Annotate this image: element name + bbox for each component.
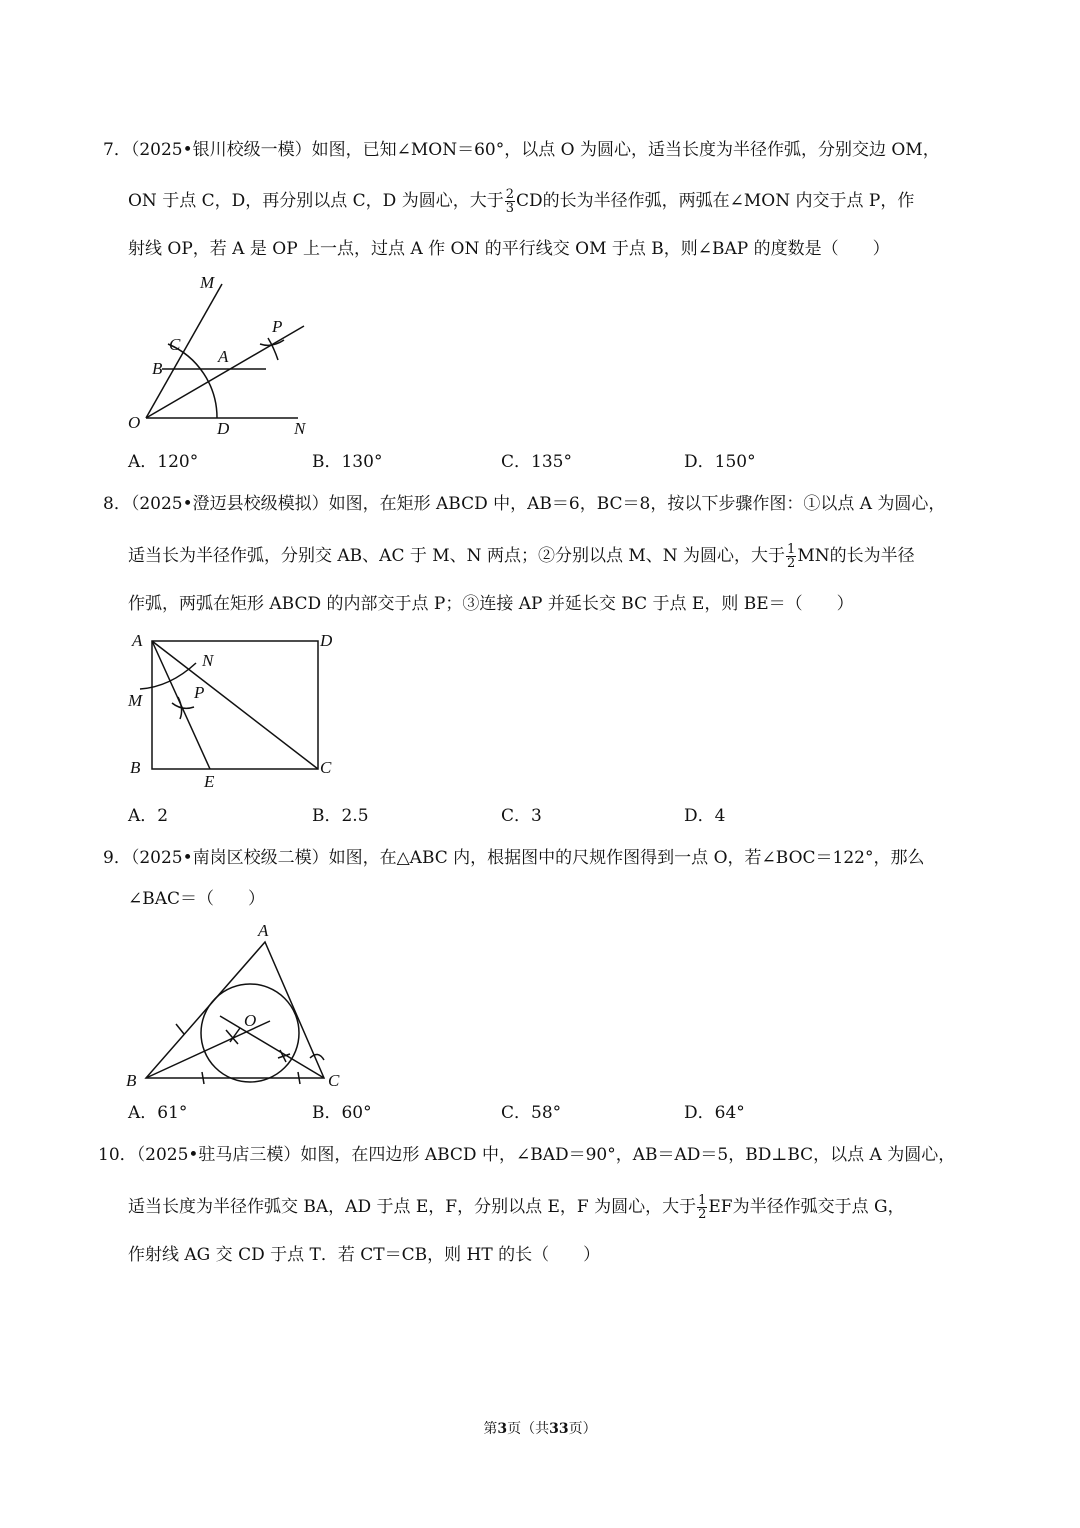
q9-mark-ab [176, 1024, 184, 1034]
q7-label-b: B [152, 359, 163, 378]
q9-figure [120, 918, 360, 1090]
q8-diagonal-ac [152, 641, 318, 769]
q9-option-b[interactable]: B．60° [312, 1103, 372, 1123]
q9-option-a[interactable]: A．61° [128, 1103, 188, 1123]
q7-line3: 射线 OP，若 A 是 OP 上一点，过点 A 作 ON 的平行线交 OM 于点 B，则∠BAP 的度数是（ ） [128, 239, 890, 259]
q9-incircle [201, 984, 299, 1082]
q10-line2 [128, 1194, 905, 1221]
q9-mark-ac [310, 1054, 324, 1060]
q7-label-d: D [217, 419, 230, 438]
q7-frac-den: 3 [505, 201, 514, 216]
q9-bisector-c [220, 1016, 324, 1078]
q7-label-a: A [218, 347, 229, 366]
q7-label-c: C [169, 335, 181, 354]
footer-middle: 页（共 [507, 1421, 550, 1437]
footer-page-number: 3 [497, 1421, 508, 1437]
q9-option-d[interactable]: D．64° [684, 1103, 745, 1123]
q9-triangle [146, 942, 324, 1078]
q8-option-b[interactable]: B．2.5 [312, 806, 369, 826]
q9-option-c[interactable]: C．58° [501, 1103, 562, 1123]
q7-option-c[interactable]: C．135° [501, 452, 572, 472]
q8-line2a: 适当长为半径作弧，分别交 AB、AC 于 M、N 两点；②分别以点 M、N 为圆心，大于 [128, 546, 786, 566]
q8-line2b: MN的长为半径 [797, 546, 915, 566]
q7-ray-om [146, 284, 222, 418]
q8-label-b: B [130, 758, 141, 777]
q8-label-m: M [128, 691, 143, 710]
q7-option-a[interactable]: A．120° [128, 452, 199, 472]
q9-line2: ∠BAC＝（ ） [128, 889, 266, 909]
q8-label-d: D [320, 631, 333, 650]
q8-line1: 8．（2025•澄迈县校级模拟）如图，在矩形 ABCD 中，AB＝6，BC＝8，按以下步骤作图：①以点 A 为圆心， [103, 494, 946, 514]
q8-option-a[interactable]: A．2 [128, 806, 169, 826]
page-footer [0, 1418, 1080, 1438]
q9-mark-bc1 [202, 1072, 204, 1084]
q7-label-o: O [128, 413, 141, 432]
q8-line3: 作弧，两弧在矩形 ABCD 的内部交于点 P；③连接 AP 并延长交 BC 于点 E，则 BE＝（ ） [128, 594, 854, 614]
q7-line2 [128, 188, 914, 215]
q8-option-c[interactable]: C．3 [501, 806, 542, 826]
q8-label-e: E [204, 772, 215, 791]
q8-line2 [128, 543, 915, 570]
q9-label-b: B [126, 1071, 137, 1090]
q8-option-d[interactable]: D．4 [684, 806, 726, 826]
q7-frac-num: 2 [505, 187, 514, 202]
q8-figure [120, 625, 350, 795]
q10-line2a: 适当长度为半径作弧交 BA，AD 于点 E，F，分别以点 E，F 为圆心，大于 [128, 1197, 697, 1217]
q9-mark-bc2 [298, 1072, 300, 1084]
q10-frac-den: 2 [698, 1207, 707, 1222]
q10-frac-num: 1 [698, 1193, 707, 1208]
footer-suffix: 页） [568, 1421, 597, 1437]
footer-total-pages: 33 [549, 1421, 569, 1437]
q9-line1: 9．（2025•南岗区校级二模）如图，在△ABC 内，根据图中的尺规作图得到一点 O，若∠BOC＝122°，那么 [103, 848, 925, 868]
q7-label-m: M [200, 273, 215, 292]
q7-option-b[interactable]: B．130° [312, 452, 383, 472]
q10-fraction [697, 1194, 707, 1221]
q9-label-o: O [244, 1011, 257, 1030]
q8-frac-den: 2 [787, 556, 796, 571]
q8-label-p: P [194, 683, 205, 702]
q10-line3: 作射线 AG 交 CD 于点 T．若 CT＝CB，则 HT 的长（ ） [128, 1245, 601, 1265]
q8-label-a: A [132, 631, 143, 650]
q8-label-n: N [202, 651, 214, 670]
q7-line2b: CD的长为半径作弧，两弧在∠MON 内交于点 P，作 [515, 191, 915, 211]
footer-prefix: 第 [483, 1421, 498, 1437]
q10-line1: 10．（2025•驻马店三模）如图，在四边形 ABCD 中，∠BAD＝90°，AB＝AD＝5，BD⊥BC，以点 A 为圆心， [98, 1145, 956, 1165]
q8-frac-num: 1 [787, 542, 796, 557]
q8-fraction [786, 543, 796, 570]
q10-line2b: EF为半径作弧交于点 G， [708, 1197, 905, 1217]
q7-label-p: P [272, 317, 283, 336]
q7-option-d[interactable]: D．150° [684, 452, 756, 472]
q9-label-c: C [328, 1071, 340, 1090]
q7-fraction [505, 188, 515, 215]
q7-line1: 7．（2025•银川校级一模）如图，已知∠MON＝60°，以点 O 为圆心，适当长度为半径作弧，分别交边 OM， [103, 140, 940, 160]
q9-label-a: A [258, 921, 269, 940]
q7-label-n: N [294, 419, 306, 438]
q7-figure [120, 268, 320, 443]
q7-line2a: ON 于点 C，D，再分别以点 C，D 为圆心，大于 [128, 191, 504, 211]
q8-label-c: C [320, 758, 332, 777]
q8-arc-p1 [172, 703, 194, 708]
